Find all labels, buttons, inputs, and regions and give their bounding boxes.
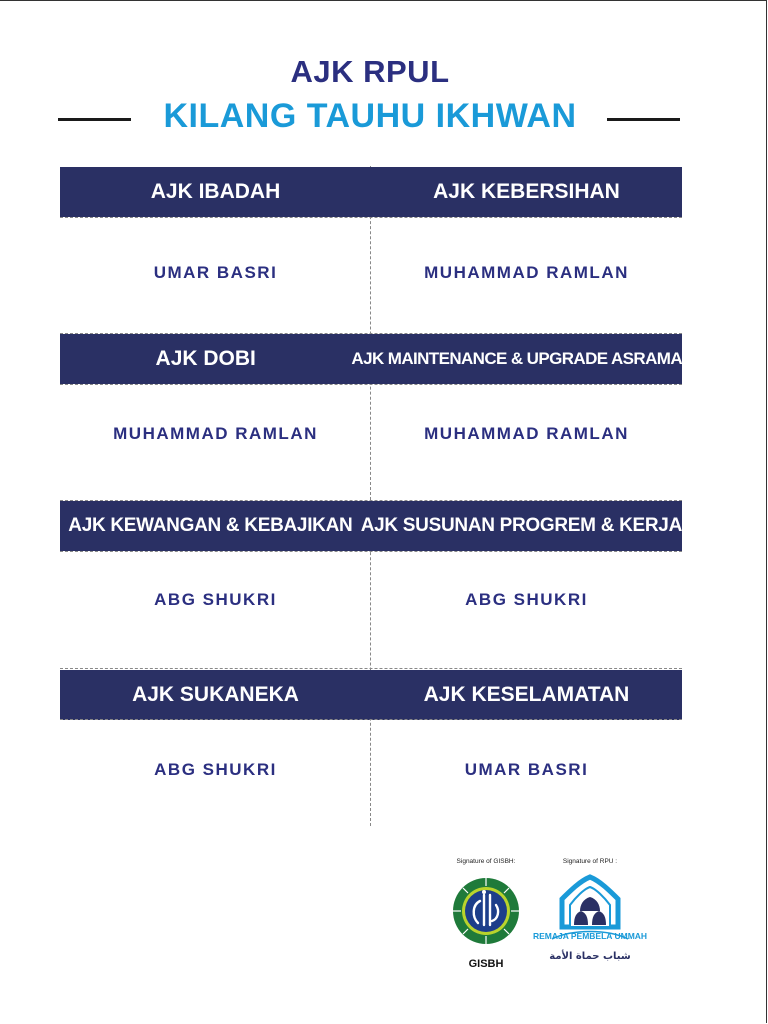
role-heading: AJK MAINTENANCE & UPGRADE ASRAMA	[351, 349, 682, 368]
role-heading: AJK KEBERSIHAN	[433, 180, 620, 203]
rpu-logo-icon	[532, 869, 648, 973]
page-title: AJK RPUL	[290, 54, 450, 89]
committee-section-1	[60, 167, 682, 334]
section-body	[60, 551, 682, 649]
role-heading: AJK SUSUNAN PROGREM & KERJA	[360, 515, 682, 536]
section-separator	[60, 551, 682, 552]
signature-label: Signature of RPU :	[562, 858, 618, 865]
member-name: MUHAMMAD RAMLAN	[113, 424, 318, 443]
committee-section-4	[60, 670, 682, 820]
section-header	[60, 334, 682, 384]
role-heading: AJK SUKANEKA	[132, 683, 299, 706]
section-separator	[60, 719, 682, 720]
section-body	[60, 720, 682, 820]
role-heading: AJK IBADAH	[150, 180, 281, 203]
member-name: UMAR BASRI	[153, 263, 278, 282]
signature-rpu	[532, 858, 648, 973]
member-name: MUHAMMAD RAMLAN	[424, 263, 629, 282]
committee-grid	[60, 167, 682, 820]
role-heading: AJK KEWANGAN & KEBAJIKAN	[68, 515, 353, 536]
gisbh-logo-text: GISBH	[468, 958, 504, 970]
signature-label: Signature of GISBH:	[456, 858, 516, 865]
section-separator	[60, 500, 682, 501]
gisbh-logo-icon	[448, 871, 524, 975]
committee-section-2	[60, 334, 682, 501]
member-name: ABG SHUKRI	[154, 760, 277, 779]
page-subtitle: KILANG TAUHU IKHWAN	[163, 97, 577, 135]
rpu-logo-text: REMAJA PEMBELA UMMAH	[532, 931, 648, 941]
section-separator	[60, 668, 682, 669]
section-header	[60, 670, 682, 720]
signature-gisbh	[448, 858, 524, 975]
member-name: ABG SHUKRI	[465, 590, 588, 609]
section-header	[60, 167, 682, 217]
committee-section-3	[60, 501, 682, 670]
section-separator	[60, 384, 682, 385]
section-separator	[60, 217, 682, 218]
section-body	[60, 384, 682, 484]
title-rule-right	[607, 118, 680, 121]
member-name: UMAR BASRI	[464, 760, 589, 779]
member-name: ABG SHUKRI	[154, 590, 277, 609]
role-heading: AJK KESELAMATAN	[423, 683, 630, 706]
rpu-logo-arabic: شباب حماة الأمة	[549, 951, 631, 962]
section-header	[60, 501, 682, 551]
member-name: MUHAMMAD RAMLAN	[424, 424, 629, 443]
role-heading: AJK DOBI	[155, 347, 256, 370]
section-separator	[60, 333, 682, 334]
section-body	[60, 217, 682, 329]
